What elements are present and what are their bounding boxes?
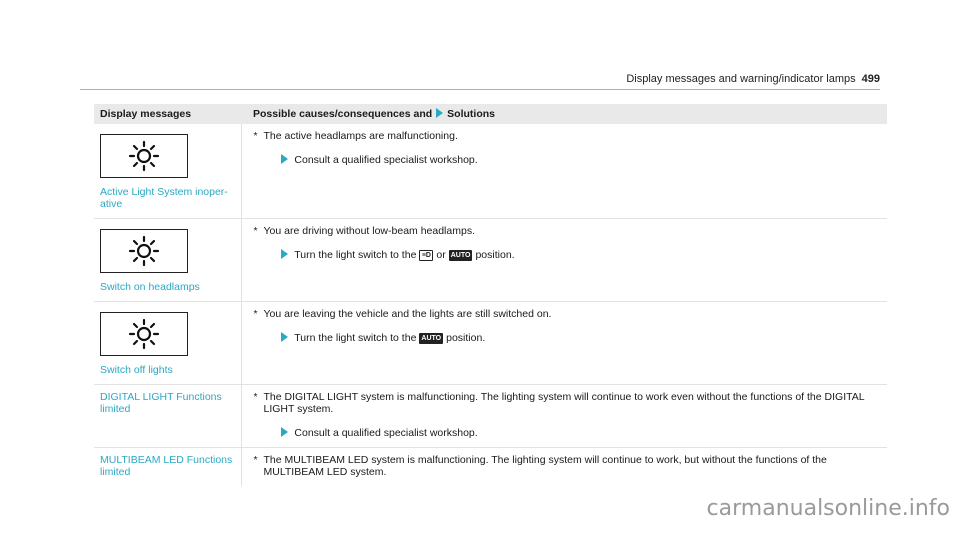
cause-text: * The DIGITAL LIGHT system is malfunctioning. The lighting system will continue to work even without the functions of the DIGITAL LIGHT system.: [253, 391, 865, 415]
arrow-icon: [281, 332, 288, 342]
solution-cell: [241, 219, 887, 302]
header-title: Display messages and warning/indicator lamps: [626, 73, 856, 85]
message-cell: [94, 385, 241, 448]
col-header-causes: [241, 104, 887, 124]
message-text: Switch on headlamps: [100, 281, 200, 293]
solution-step: Consult a qualified specialist workshop.: [277, 154, 882, 166]
message-cell: [94, 448, 241, 487]
col-header-causes-text: Possible causes/consequences and: [253, 108, 433, 120]
page-number: 499: [861, 73, 880, 85]
table-row: [94, 219, 887, 302]
cause-text: * The active headlamps are malfunctioning.: [253, 130, 458, 142]
message-text: DIGITAL LIGHT Functions limited: [100, 391, 222, 415]
arrow-icon: [436, 108, 443, 118]
solution-cell: [241, 448, 887, 487]
solution-cell: [241, 124, 887, 219]
header-rule: [80, 89, 880, 90]
cause-text: * The MULTIBEAM LED system is malfunctioning. The lighting system will continue to work, but without the functions of the MULTIBEAM LED system.: [253, 454, 827, 478]
cause-text: * You are leaving the vehicle and the lights are still switched on.: [253, 308, 552, 320]
table-header-row: [94, 104, 887, 124]
arrow-icon: [281, 427, 288, 437]
solution-step: Consult a qualified specialist workshop.: [277, 427, 882, 439]
message-cell: [94, 124, 241, 219]
message-text: Switch off lights: [100, 364, 173, 376]
auto-light-icon: AUTO: [421, 335, 442, 342]
table-row: [94, 302, 887, 385]
arrow-icon: [281, 249, 288, 259]
watermark: carmanualsonline.info: [706, 496, 950, 521]
running-header: [626, 73, 880, 85]
col-header-solutions-text: Solutions: [447, 108, 496, 120]
low-beam-icon: ≡D: [419, 250, 433, 261]
solution-step: Turn the light switch to the AUTO position.: [277, 332, 882, 344]
lightbulb-sun-icon: [100, 312, 188, 356]
lightbulb-sun-icon: [100, 229, 188, 273]
solution-cell: [241, 302, 887, 385]
col-header-display-messages: Display messages: [94, 104, 241, 124]
display-messages-table: [94, 104, 887, 486]
auto-light-icon: AUTO: [450, 252, 471, 259]
message-text: Active Light System inoper-ative: [100, 186, 228, 210]
table-row: [94, 448, 887, 487]
message-text: MULTIBEAM LED Functions limited: [100, 454, 233, 478]
solution-cell: [241, 385, 887, 448]
lightbulb-sun-icon: [100, 134, 188, 178]
arrow-icon: [281, 154, 288, 164]
message-cell: [94, 219, 241, 302]
cause-text: * You are driving without low-beam headlamps.: [253, 225, 475, 237]
table-row: [94, 385, 887, 448]
message-cell: [94, 302, 241, 385]
page-header: [0, 0, 960, 96]
solution-step: Turn the light switch to the ≡D or AUTO position.: [277, 249, 882, 261]
table-row: [94, 124, 887, 219]
